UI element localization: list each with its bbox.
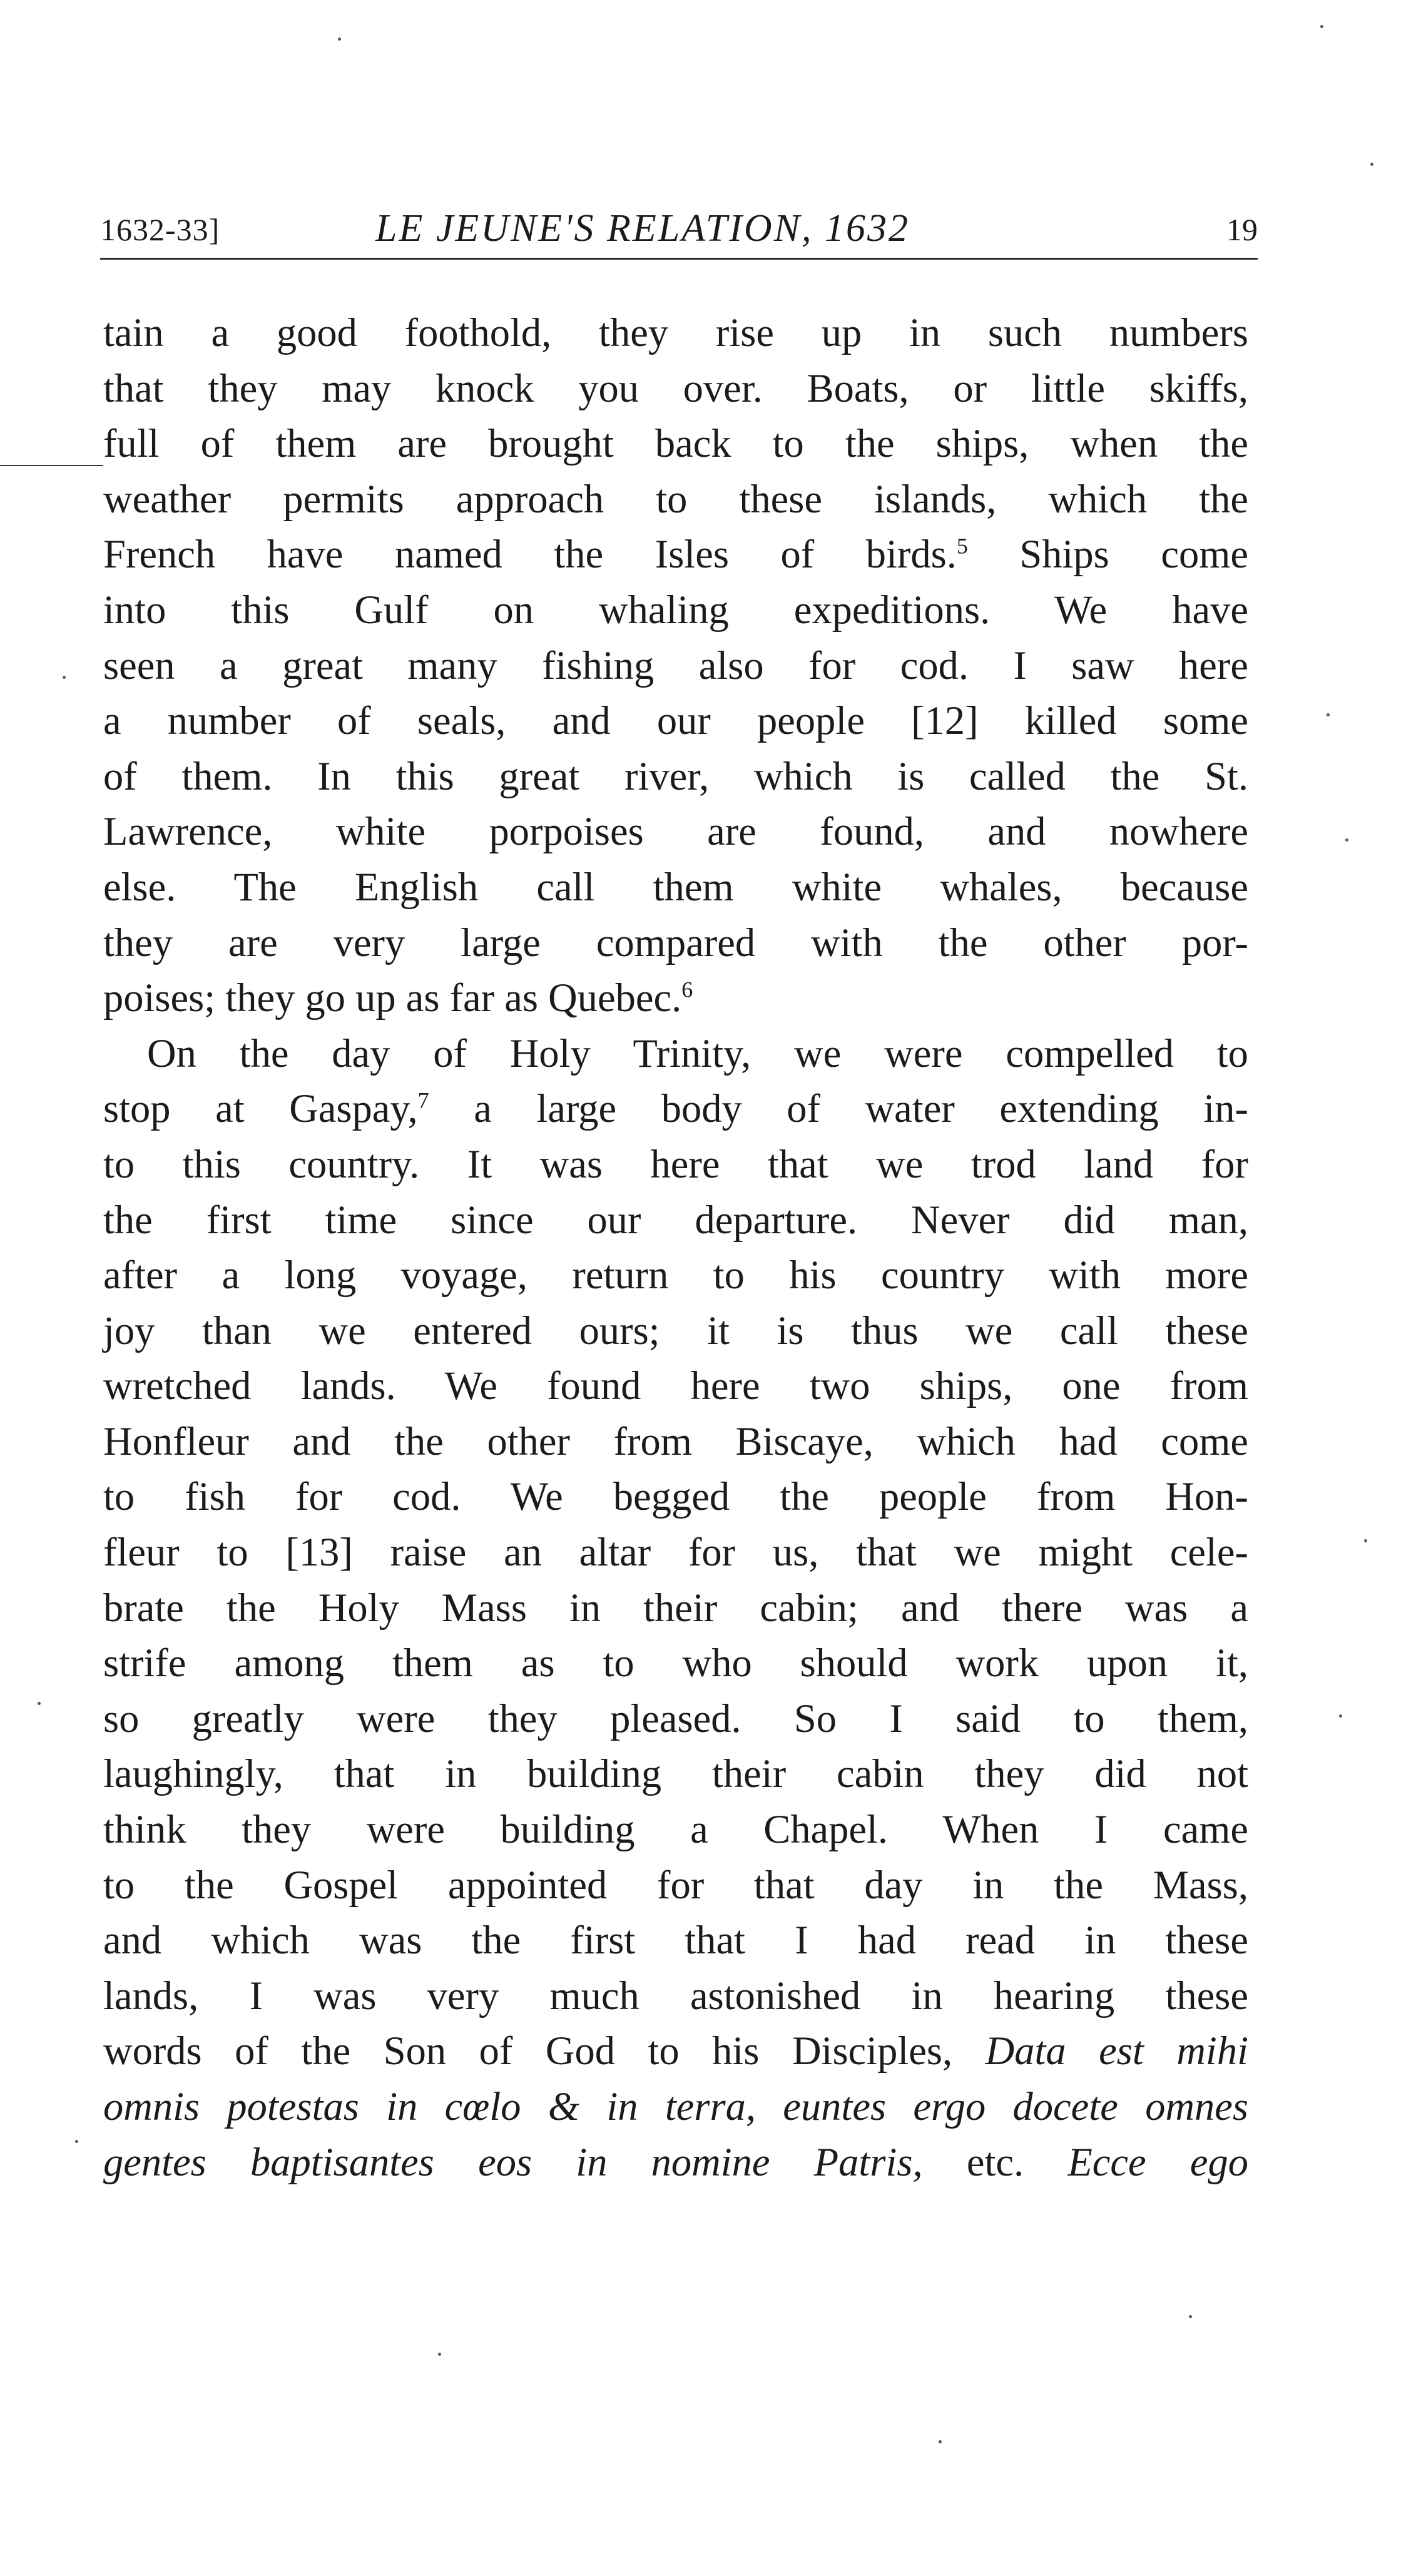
scan-speck xyxy=(1345,838,1348,842)
text-line: Lawrence, white porpoises are found, and nowhere xyxy=(103,809,1248,854)
text-line: of them. In this great river, which is called the St. xyxy=(103,753,1248,798)
text-line xyxy=(103,2024,1248,2079)
latin-quote: gentes baptisantes eos in nomine Patris, xyxy=(103,2139,923,2184)
scan-speck xyxy=(1320,25,1323,28)
footnote-ref-5: 5 xyxy=(956,533,968,559)
text-line: after a long voyage, return to his country with more xyxy=(103,1253,1248,1298)
text-line: into this Gulf on whaling expeditions. We have xyxy=(103,587,1248,632)
text-line: so greatly were they pleased. So I said to them, xyxy=(103,1696,1248,1741)
text-line: On the day of Holy Trinity, we were compelled to xyxy=(147,1031,1248,1076)
text-line: seen a great many fishing also for cod. I saw here xyxy=(103,643,1248,688)
latin-quote: Data est mihi xyxy=(985,2029,1249,2074)
text-line: strife among them as to who should work upon it, xyxy=(103,1641,1248,1686)
text-line: lands, I was very much astonished in hearing these xyxy=(103,1973,1248,2018)
text-line xyxy=(103,2135,1248,2191)
header-rule xyxy=(100,258,1258,260)
scan-speck xyxy=(1189,2315,1192,2318)
text-line xyxy=(103,527,1248,583)
text-segment: a large body of water extending in- xyxy=(429,1086,1248,1131)
text-segment: stop at Gaspay, xyxy=(103,1086,418,1131)
scan-speck xyxy=(939,2440,942,2443)
text-line: laughingly, that in building their cabin they did not xyxy=(103,1751,1248,1796)
text-segment: words of the Son of God to his Disciples, xyxy=(103,2029,953,2074)
text-line: that they may knock you over. Boats, or little skiffs, xyxy=(103,365,1248,410)
text-line: think they were building a Chapel. When I came xyxy=(103,1807,1248,1852)
scan-speck xyxy=(63,676,66,679)
text-line-latin: omnis potestas in cœlo & in terra, euntes ergo docete omnes xyxy=(103,2084,1248,2129)
text-line: Honfleur and the other from Biscaye, which had come xyxy=(103,1418,1248,1464)
scan-speck xyxy=(438,2353,441,2356)
text-line: fleur to [13] raise an altar for us, that we might cele- xyxy=(103,1530,1248,1575)
text-segment: poises; they go up as far as Quebec. xyxy=(103,975,682,1021)
body-text xyxy=(103,305,1248,2190)
scan-speck xyxy=(1370,163,1373,166)
text-line xyxy=(103,1081,1248,1137)
text-line: weather permits approach to these islands, which the xyxy=(103,476,1248,521)
text-line: and which was the first that I had read in these xyxy=(103,1918,1248,1963)
scan-speck xyxy=(75,2140,78,2143)
text-line: a number of seals, and our people [12] killed some xyxy=(103,698,1248,743)
text-line: wretched lands. We found here two ships, one from xyxy=(103,1363,1248,1408)
text-line: brate the Holy Mass in their cabin; and there was a xyxy=(103,1585,1248,1630)
text-segment: French have named the Isles of birds. xyxy=(103,532,957,577)
footnote-ref-7: 7 xyxy=(417,1087,429,1113)
footnote-ref-6: 6 xyxy=(681,977,693,1002)
margin-rule xyxy=(0,465,103,466)
scan-speck xyxy=(1327,713,1330,716)
text-line: to the Gospel appointed for that day in the Mass, xyxy=(103,1862,1248,1907)
scan-speck xyxy=(38,1702,41,1705)
text-line: full of them are brought back to the ships, when the xyxy=(103,421,1248,466)
scan-speck xyxy=(1364,1539,1367,1542)
page-number: 19 xyxy=(1226,212,1258,247)
scan-speck xyxy=(338,38,341,41)
text-line: the first time since our departure. Never did man, xyxy=(103,1197,1248,1242)
header-title: LE JEUNE'S RELATION, 1632 xyxy=(375,207,910,250)
text-line: else. The English call them white whales, because xyxy=(103,864,1248,909)
running-header xyxy=(100,206,1258,263)
text-segment: Ships come xyxy=(967,532,1248,577)
text-line: tain a good foothold, they rise up in such numbers xyxy=(103,310,1248,355)
text-line: to fish for cod. We begged the people from Hon- xyxy=(103,1474,1248,1519)
text-line: they are very large compared with the other por- xyxy=(103,920,1248,965)
text-line: to this country. It was here that we trod land for xyxy=(103,1141,1248,1186)
text-segment: etc. xyxy=(922,2139,1024,2184)
latin-quote: Ecce ego xyxy=(1067,2139,1248,2184)
text-line xyxy=(103,970,1248,1026)
scan-speck xyxy=(1339,1714,1342,1718)
text-line: joy than we entered ours; it is thus we call these xyxy=(103,1308,1248,1353)
header-date-range: 1632-33] xyxy=(100,212,220,247)
